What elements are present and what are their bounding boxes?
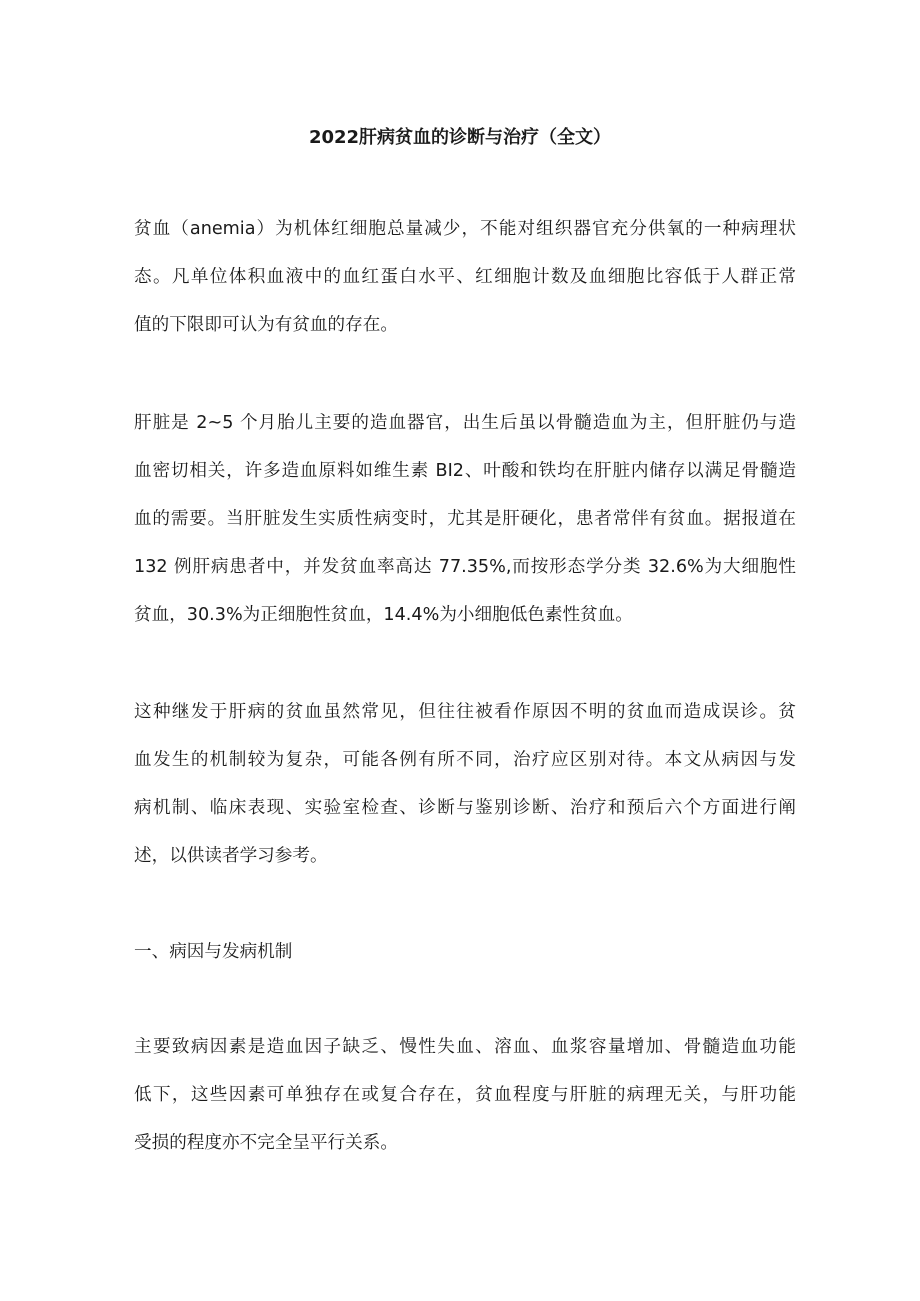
paragraph-line: 病机制、临床表现、实验室检查、诊断与鉴别诊断、治疗和预后六个方面进行阐 xyxy=(134,798,796,818)
paragraph-liver-hematopoiesis xyxy=(134,399,796,639)
paragraph-line: 肝脏是 2~5 个月胎儿主要的造血器官，出生后虽以骨髓造血为主，但肝脏仍与造 xyxy=(134,413,796,433)
section-heading-text: 一、病因与发病机制 xyxy=(134,942,293,962)
paragraph-line: 值的下限即可认为有贫血的存在。 xyxy=(134,315,398,335)
paragraph-line: 受损的程度亦不完全呈平行关系。 xyxy=(134,1133,398,1153)
paragraph-etiology xyxy=(134,1023,796,1167)
paragraph-line: 132 例肝病患者中，并发贫血率高达 77.35%,而按形态学分类 32.6%为大细胞性 xyxy=(134,557,796,577)
paragraph-line: 主要致病因素是造血因子缺乏、慢性失血、溶血、血浆容量增加、骨髓造血功能 xyxy=(134,1037,796,1057)
paragraph-line: 贫血，30.3%为正细胞性贫血，14.4%为小细胞低色素性贫血。 xyxy=(134,605,633,625)
paragraph-anemia-definition xyxy=(134,205,796,349)
document-title: 2022肝病贫血的诊断与治疗（全文） xyxy=(308,127,612,148)
paragraph-overview xyxy=(134,688,796,880)
paragraph-line: 述，以供读者学习参考。 xyxy=(134,846,328,866)
paragraph-line: 血发生的机制较为复杂，可能各例有所不同，治疗应区别对待。本文从病因与发 xyxy=(134,750,796,770)
paragraph-line: 低下，这些因素可单独存在或复合存在，贫血程度与肝脏的病理无关，与肝功能 xyxy=(134,1085,796,1105)
section-heading xyxy=(134,928,796,976)
paragraph-line: 这种继发于肝病的贫血虽然常见，但往往被看作原因不明的贫血而造成误诊。贫 xyxy=(134,702,796,722)
paragraph-line: 态。凡单位体积血液中的血红蛋白水平、红细胞计数及血细胞比容低于人群正常 xyxy=(134,267,796,287)
paragraph-line: 贫血（anemia）为机体红细胞总量减少，不能对组织器官充分供氧的一种病理状 xyxy=(134,219,796,239)
paragraph-line: 血的需要。当肝脏发生实质性病变时，尤其是肝硬化，患者常伴有贫血。据报道在 xyxy=(134,509,796,529)
paragraph-line: 血密切相关，许多造血原料如维生素 BI2、叶酸和铁均在肝脏内储存以满足骨髓造 xyxy=(134,461,796,481)
